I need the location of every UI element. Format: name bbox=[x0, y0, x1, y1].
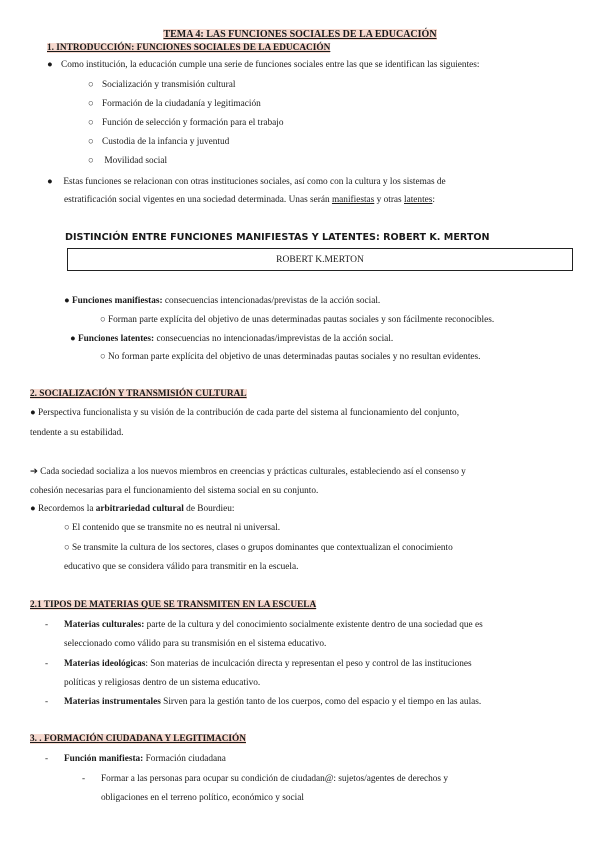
section-1-intro: ● Como institución, la educación cumple una serie de funciones sociales entre las que se identifican las siguientes: bbox=[47, 60, 480, 70]
latent-sub: ○ No forman parte explícita del objetivo de unas determinadas pautas sociales y no resultan evidentes. bbox=[100, 352, 481, 362]
section-2-heading: 2. SOCIALIZACIÓN Y TRANSMISIÓN CULTURAL bbox=[30, 389, 247, 399]
manifest-functions: ● Funciones manifiestas: consecuencias intencionadas/previstas de la acción social. bbox=[64, 296, 381, 306]
bullet-dot-icon: ● bbox=[30, 504, 36, 514]
section-1-relation-2: estratificación social vigentes en una sociedad determinada. Unas serán manifiestas y otras latentes: bbox=[64, 195, 435, 205]
bullet-circle-icon: ○ bbox=[88, 137, 94, 147]
list-item-line2: políticas y religiosas dentro de un sistema educativo. bbox=[64, 678, 261, 688]
list-item: - Materias culturales: parte de la cultura y del conocimiento socialmente existente dentro de una sociedad que es bbox=[45, 620, 483, 630]
bourdieu-sub-1: ○ El contenido que se transmite no es neutral ni universal. bbox=[64, 523, 281, 533]
list-item-line2: seleccionado como válido para su transmisión en el sistema educativo. bbox=[64, 639, 327, 649]
bullet-dash-icon: - bbox=[45, 754, 49, 764]
bullet-circle-icon: ○ bbox=[64, 523, 70, 533]
document-title: TEMA 4: LAS FUNCIONES SOCIALES DE LA EDUCACIÓN bbox=[163, 29, 437, 40]
arrow-icon: ➔ bbox=[30, 467, 38, 477]
bourdieu-sub-2: ○ Se transmite la cultura de los sectores, clases o grupos dominantes que contextualizan el conocimiento bbox=[64, 543, 453, 553]
bullet-dot-icon: ● bbox=[30, 408, 36, 418]
manifest-sub: ○ Forman parte explícita del objetivo de unas determinadas pautas sociales y son fácilmente reconocibles. bbox=[100, 315, 495, 325]
merton-box bbox=[67, 248, 573, 271]
bullet-circle-icon: ○ bbox=[88, 118, 94, 128]
bourdieu-line: ● Recordemos la arbitrariedad cultural de Bourdieu: bbox=[30, 504, 235, 514]
section-3-sub-line2: obligaciones en el terreno político, económico y social bbox=[101, 793, 304, 803]
bullet-circle-icon: ○ bbox=[88, 80, 94, 90]
bullet-circle-icon: ○ bbox=[100, 352, 106, 362]
list-item: ○ Movilidad social bbox=[88, 156, 168, 166]
merton-heading: DISTINCIÓN ENTRE FUNCIONES MANIFIESTAS Y LATENTES: ROBERT K. MERTON bbox=[65, 232, 490, 243]
section-2-p2: ➔ Cada sociedad socializa a los nuevos miembros en creencias y prácticas culturales, estableciendo así el consenso y bbox=[30, 467, 466, 477]
bullet-circle-icon: ○ bbox=[100, 315, 106, 325]
list-item: - Materias ideológicas: Son materias de inculcación directa y representan el peso y control de las instituciones bbox=[45, 659, 472, 669]
merton-box-label: ROBERT K.MERTON bbox=[276, 255, 364, 265]
section-3-heading: 3. . FORMACIÓN CIUDADANA Y LEGITIMACIÓN bbox=[30, 734, 246, 744]
bullet-dot-icon: ● bbox=[64, 296, 70, 306]
section-1-heading: 1. INTRODUCCIÓN: FUNCIONES SOCIALES DE LA EDUCACIÓN bbox=[47, 43, 331, 53]
section-21-heading: 2.1 TIPOS DE MATERIAS QUE SE TRANSMITEN EN LA ESCUELA bbox=[30, 600, 317, 610]
section-2-p1: ● Perspectiva funcionalista y su visión de la contribución de cada parte del sistema al funcionamiento del conjunto, bbox=[30, 408, 460, 418]
bullet-circle-icon: ○ bbox=[88, 156, 94, 166]
list-item: ○ Formación de la ciudadanía y legitimación bbox=[88, 99, 261, 109]
bullet-dot-icon: ● bbox=[47, 177, 53, 187]
list-item: ○ Función de selección y formación para el trabajo bbox=[88, 118, 284, 128]
section-2-p2-line2: cohesión necesarias para el funcionamiento del sistema social en su conjunto. bbox=[30, 486, 319, 496]
bullet-dot-icon: ● bbox=[70, 334, 76, 344]
bullet-dash-icon: - bbox=[45, 697, 49, 707]
list-item: ○ Custodia de la infancia y juventud bbox=[88, 137, 230, 147]
list-item: ○ Socialización y transmisión cultural bbox=[88, 80, 236, 90]
bullet-dash-icon: - bbox=[45, 620, 49, 630]
list-item: - Materias instrumentales Sirven para la gestión tanto de los cuerpos, como del espacio y el tiempo en las aulas. bbox=[45, 697, 482, 707]
bullet-dot-icon: ● bbox=[47, 60, 53, 70]
bullet-dash-icon: - bbox=[45, 659, 49, 669]
section-1-relation: ● Estas funciones se relacionan con otras instituciones sociales, así como con la cultura y los sistemas de bbox=[47, 177, 446, 187]
section-3-manifest: - Función manifiesta: Formación ciudadana bbox=[45, 754, 226, 764]
bullet-circle-icon: ○ bbox=[88, 99, 94, 109]
section-3-sub: - Formar a las personas para ocupar su condición de ciudadan@: sujetos/agentes de derechos y bbox=[82, 774, 449, 784]
bullet-circle-icon: ○ bbox=[64, 543, 70, 553]
bourdieu-sub-2-line2: educativo que se considera válido para transmitir en la escuela. bbox=[64, 562, 299, 572]
section-2-p1-line2: tendente a su estabilidad. bbox=[30, 428, 124, 438]
latent-functions: ● Funciones latentes: consecuencias no intencionadas/imprevistas de la acción social. bbox=[70, 334, 394, 344]
bullet-dash-icon: - bbox=[82, 774, 86, 784]
